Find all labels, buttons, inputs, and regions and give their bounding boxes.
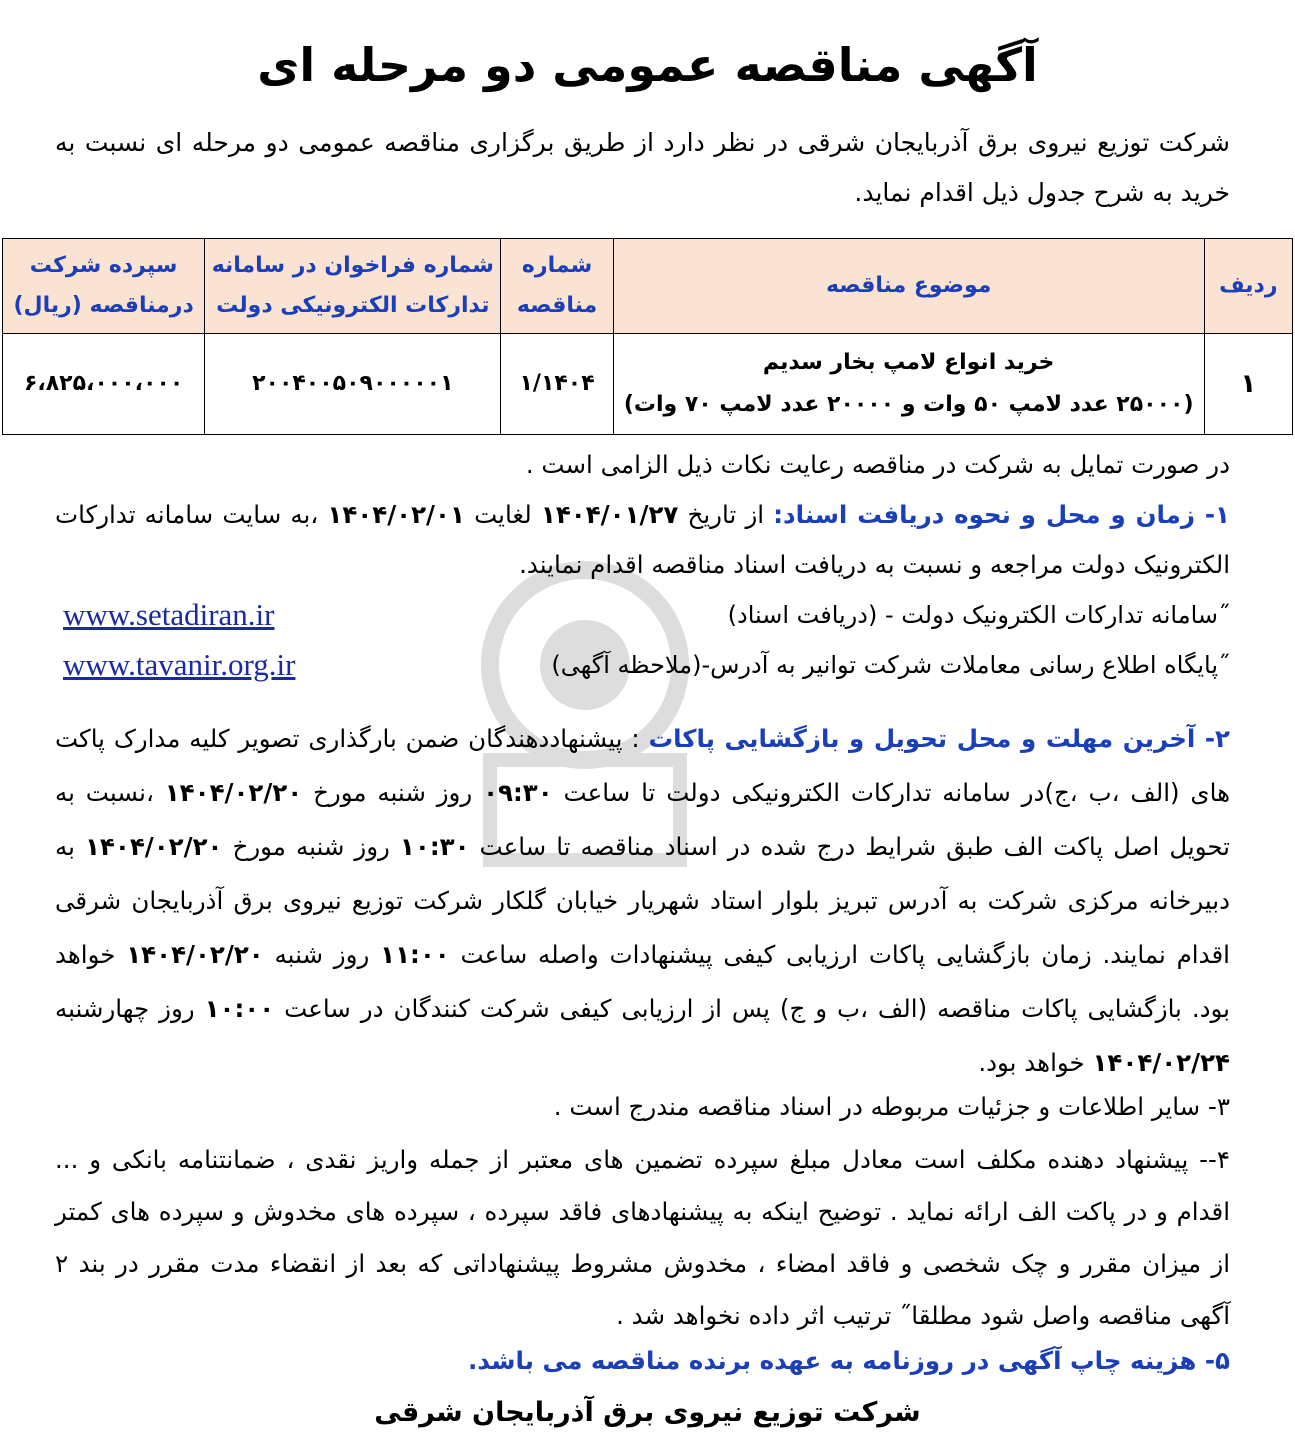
item-2-text: خواهد بود. بازگشایی پاکات مناقصه (الف ،ب و ج) پس از ارزیابی کیفی شرکت کنندگان در ساعت — [55, 940, 1230, 1023]
item-2-time: ۱۰:۳۰ — [399, 832, 470, 861]
tender-table — [2, 238, 1293, 435]
item-2-date: ۱۴۰۴/۰۲/۲۴ — [1092, 1048, 1230, 1077]
link-label-setad: ˝سامانه تدارکات الکترونیک دولت - (دریافت اسناد) — [727, 601, 1230, 629]
item-2-text: خواهد بود. — [978, 1048, 1093, 1077]
header-tender-number-line1: شماره — [521, 253, 593, 278]
link-label-tavanir: ˝پایگاه اطلاع رسانی معاملات شرکت توانیر به آدرس-(ملاحظه آگهی) — [551, 651, 1230, 679]
header-tender-number — [501, 239, 613, 334]
cell-row-number: ۱ — [1204, 334, 1292, 435]
item-2-heading: ۲- آخرین مهلت و محل تحویل و بازگشایی پاکات — [648, 724, 1230, 753]
item-2-date: ۱۴۰۴/۰۲/۲۰ — [164, 778, 303, 807]
item-1-date-from: ۱۴۰۴/۰۱/۲۷ — [540, 500, 679, 529]
item-2-time: ۰۹:۳۰ — [483, 778, 553, 807]
header-call-number — [205, 239, 501, 334]
page-title: آگهی مناقصه عمومی دو مرحله ای — [257, 38, 1038, 92]
item-1 — [55, 490, 1230, 590]
cell-tender-number: ۱/۱۴۰۴ — [501, 334, 613, 435]
item-3: ۳- سایر اطلاعات و جزئیات مربوطه در اسناد مناقصه مندرج است . — [553, 1092, 1230, 1121]
item-2-text: به دبیرخانه مرکزی شرکت به آدرس تبریز بلوار استاد شهریار خیابان گلکار شرکت توزیع نیروی برق آذربایجان شرقی اقدام نمایند. زمان بازگشایی پاکات ارزیابی کیفی پیشنهادات واصله ساعت — [55, 832, 1230, 969]
item-1-text-c: ،به سایت سامانه تدارکات الکترونیک دولت مراجعه و نسبت به دریافت اسناد مناقصه اقدام نمایند. — [55, 500, 1230, 579]
item-1-date-to: ۱۴۰۴/۰۲/۰۱ — [327, 500, 465, 529]
item-2-date: ۱۴۰۴/۰۲/۲۰ — [126, 940, 264, 969]
link-setadiran[interactable]: www.setadiran.ir — [63, 597, 275, 632]
item-2-text: ،نسبت به تحویل اصل پاکت الف طبق شرایط درج شده در اسناد مناقصه تا ساعت — [55, 778, 1230, 861]
item-1-heading: ۱- زمان و محل و نحوه دریافت اسناد: — [773, 500, 1230, 529]
cell-subject-line2: (۲۵۰۰۰ عدد لامپ ۵۰ وات و ۲۰۰۰۰ عدد لامپ ۷۰ وات) — [623, 392, 1194, 417]
link-row-tavanir — [55, 640, 1230, 690]
table-header-row — [3, 239, 1293, 334]
item-1-text-a: از تاریخ — [678, 500, 774, 529]
header-deposit-line2: درمناقصه (ریال) — [13, 293, 194, 318]
item-2-time: ۱۱:۰۰ — [380, 940, 450, 969]
table-row — [3, 334, 1293, 435]
header-deposit-line1: سپرده شرکت — [29, 253, 178, 278]
header-call-line2: تدارکات الکترونیکی دولت — [216, 293, 490, 318]
item-2-date: ۱۴۰۴/۰۲/۲۰ — [84, 832, 223, 861]
cell-deposit: ۶،۸۲۵،۰۰۰،۰۰۰ — [3, 334, 205, 435]
header-deposit — [3, 239, 205, 334]
link-tavanir[interactable]: www.tavanir.org.ir — [63, 647, 296, 682]
cell-subject-line1: خرید انواع لامپ بخار سدیم — [762, 350, 1055, 375]
conditions-intro: در صورت تمایل به شرکت در مناقصه رعایت نکات ذیل الزامی است . — [525, 450, 1230, 479]
intro-paragraph: شرکت توزیع نیروی برق آذربایجان شرقی در نظر دارد از طریق برگزاری مناقصه عمومی دو مرحله ای نسبت به خرید به شرح جدول ذیل اقدام نماید. — [55, 128, 1230, 207]
item-2-text: روز شنبه مورخ — [302, 778, 484, 807]
item-5: ۵- هزینه چاپ آگهی در روزنامه به عهده برنده مناقصه می باشد. — [467, 1346, 1230, 1375]
item-2-time: ۱۰:۰۰ — [204, 994, 275, 1023]
header-tender-number-line2: مناقصه — [516, 293, 598, 318]
header-subject: موضوع مناقصه — [613, 239, 1204, 334]
cell-call-number: ۲۰۰۴۰۰۵۰۹۰۰۰۰۰۱ — [205, 334, 501, 435]
item-2-text: روز شنبه مورخ — [222, 832, 400, 861]
item-1-text-b: لغایت — [464, 500, 541, 529]
item-2 — [55, 712, 1230, 1090]
cell-subject — [613, 334, 1204, 435]
item-2-text: روز چهارشنبه — [55, 994, 205, 1023]
item-2-text: : پیشنهاددهندگان ضمن بارگذاری تصویر کلیه مدارک پاکت های (الف ،ب ،ج)در سامانه تدارکات الکترونیکی دولت تا ساعت — [55, 724, 1230, 807]
item-4: ۴-- پیشنهاد دهنده مکلف است معادل مبلغ سپرده تضمین های معتبر از جمله واریز نقدی ، ضمانتنامه بانکی و ... اقدام و در پاکت الف ارائه نماید . توضیح اینکه به پیشنهادهای فاقد سپرده ، سپرده های مخدوش و سپرده های کمتر از میزان مقرر و چک شخصی و فاقد امضاء ، مخدوش مشروط پیشنهاداتی که بعد از انقضاء مدت مقرر در بند ۲ آگهی مناقصه واصل شود مطلقا˝ ترتیب اثر داده نخواهد شد . — [55, 1145, 1230, 1330]
link-row-setad — [55, 590, 1230, 640]
header-row-number: ردیف — [1204, 239, 1292, 334]
header-call-line1: شماره فراخوان در سامانه — [211, 253, 494, 278]
footer-company: شرکت توزیع نیروی برق آذربایجان شرقی — [374, 1397, 921, 1428]
item-2-text: روز شنبه — [263, 940, 381, 969]
